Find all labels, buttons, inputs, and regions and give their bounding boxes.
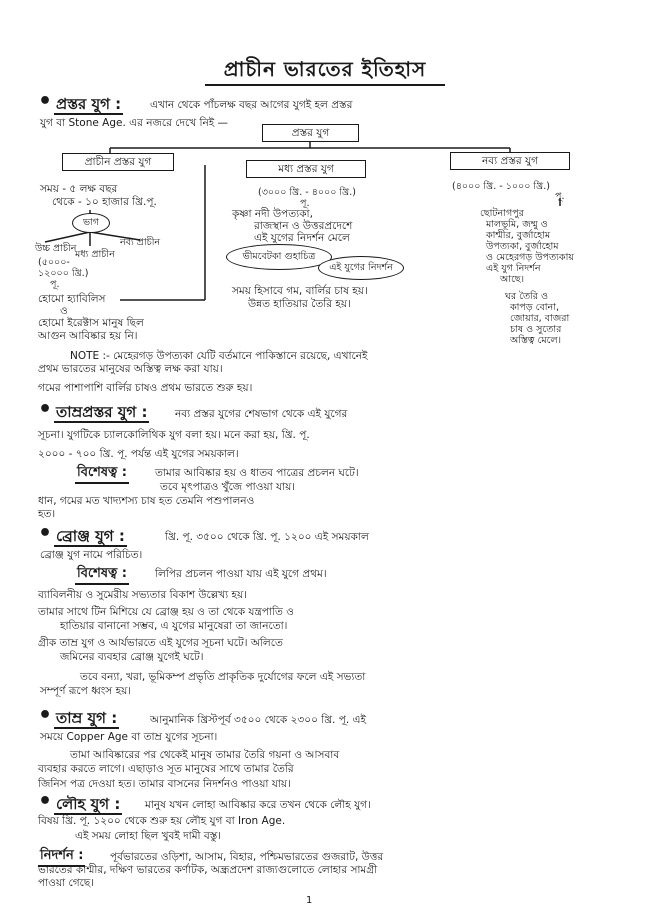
bronze-special-7: তবে বন্যা, খরা, ভূমিকম্প প্রভৃতি প্রাকৃতিক দুর্যোগের ফলে এই সভ্যতা: [80, 671, 366, 683]
stone-age-intro-1: এখান থেকে পাঁচলক্ষ বছর আগের যুগই হল প্রস্তর: [150, 99, 353, 111]
late-note-4: উপত্যকা, বুর্জাহোম: [486, 241, 559, 252]
division-sub-3: মধ্য প্রাচীন: [75, 249, 115, 260]
middle-note-3: এই যুগের নিদর্শন মেলে: [254, 232, 350, 244]
division-sub-2: নব্য প্রাচীন: [120, 237, 161, 248]
note-1: NOTE :- মেহেরগড় উপত্যকা যেটি বর্তমানে পাকিস্তানে রয়েছে, এখানেই: [70, 350, 368, 362]
early-time-1: সময় - ৫ লক্ষ বছর: [40, 183, 118, 195]
note-2: প্রথম ভারতের মানুষের অস্তিত্ব লক্ষ করা যায়।: [38, 363, 223, 375]
diagram-root-box: প্রস্তর যুগ: [262, 124, 359, 142]
copper-line-1: আনুমানিক খ্রিস্টপূর্ব ৩৫০০ থেকে ২৩০০ খ্রি. পূ. এই: [150, 714, 366, 726]
middle-time-2: পূ.: [300, 198, 310, 209]
diagram-late-box: নব্য প্রস্তর যুগ: [450, 152, 570, 170]
bronze-special-5: গ্রীক তাম্র যুগ ও আর্যভারতে এই যুগের সূচনা ঘটে। অলিতে: [38, 637, 283, 649]
bullet-dot: •: [38, 521, 53, 546]
chalcolithic-special-3: ধান, গমের মত খাদ্যশস্য চাষ হত তেমনি পশুপালনও: [38, 495, 255, 507]
title-underline: [205, 84, 445, 86]
iron-line-5: ভারতের কাশ্মীর, দক্ষিণ ভারতের কর্ণাটক, অন্ধ্রপ্রদেশ রাজ্যগুলোতে লোহার সামগ্রী: [38, 864, 378, 876]
late-note-3: কাশ্মীর, বুর্জাহোম: [486, 230, 551, 241]
section-heading-stone-age: প্রস্তর যুগ :: [56, 95, 122, 113]
late-note-5: ও মেহেরগড় উপত্যকায়: [486, 252, 574, 263]
late-note-11: চাষ ও সুতোর: [510, 324, 562, 335]
iron-line-3: এই সময় লোহা ছিল খুবই দামী বস্তু।: [75, 830, 222, 842]
bronze-special-3: তামার সাথে টিন মিশিয়ে যে ব্রোঞ্জ হয় ও তা থেকে যন্ত্রপাতি ও: [38, 606, 294, 618]
middle-oval-2: এই যুগের নিদর্শন: [318, 256, 404, 280]
middle-time: (৩০০০ খ্রি. - ৪০০০ খ্রি.): [258, 187, 356, 198]
late-note-8: ঘর তৈরি ও: [505, 291, 549, 302]
bronze-special-1: লিপির প্রচলন পাওয়া যায় এই যুগে প্রথম।: [155, 568, 327, 580]
copper-line-2: সময়ে Copper Age বা তাম্র যুগের সূচনা।: [40, 731, 218, 743]
late-note-10: জোয়ার, বাজরা: [510, 313, 570, 324]
bronze-special-8: সম্পূর্ণ রূপে ধ্বংস হয়।: [40, 685, 132, 697]
section-heading-copper-age: তাম্র যুগ :: [56, 709, 118, 727]
page-title: প্রাচীন ভারতের ইতিহাস: [223, 57, 427, 81]
copper-line-3: তামা আবিষ্কারের পর থেকেই মানুষ তামার তৈরি গয়না ও আসবাব: [70, 749, 340, 761]
early-time-2: থেকে - ১০ হাজার খ্রি.পূ.: [52, 196, 157, 208]
late-note-7: আছে।: [500, 274, 525, 285]
section-heading-chalcolithic: তাম্রপ্রস্তর যুগ :: [56, 403, 148, 421]
late-note-12: অস্তিত্ব মেলে।: [510, 335, 561, 346]
chalcolithic-line-2: সূচনা। যুগটিকে চ্যালকোলিথিক যুগ বলা হয়। মনে করা হয়, খ্রি. পূ.: [38, 429, 310, 441]
bullet-dot: •: [38, 703, 53, 728]
stone-age-intro-2: যুগ বা Stone Age. এর নজরে দেখে নিই —: [40, 117, 229, 129]
middle-note-1: কৃষ্ণা নদী উপত্যকা,: [232, 208, 313, 220]
section-heading-iron-age: লৌহ যুগ :: [56, 795, 121, 813]
chalcolithic-special-1: তামার আবিষ্কার হয় ও ধাতব পাত্রের প্রচলন ঘটে।: [155, 467, 359, 479]
late-note-9: কাপড় বোনা,: [510, 302, 559, 313]
chalcolithic-special-4: হত।: [38, 508, 56, 520]
middle-note-4: সময় হিসাবে গম, বার্লির চাষ হয়।: [232, 285, 368, 297]
early-range-3: পূ.: [50, 279, 60, 290]
bronze-line-2: ব্রোঞ্জ যুগ নামে পরিচিত।: [40, 549, 143, 561]
late-note-6: এই যুগ নিদর্শন: [486, 263, 541, 274]
diagram-middle-box: মধ্য প্রস্তর যুগ: [246, 160, 366, 178]
bronze-special-2: ব্যাবিলনীয় ও সুমেরীয় সভ্যতার বিকাশ উল্লেখ্য হয়।: [38, 589, 247, 601]
bronze-special-label: বিশেষত্ব :: [75, 565, 129, 585]
bullet-dot: •: [38, 397, 53, 422]
bronze-special-4: হাতিয়ার বানানো সম্ভব, এ যুগের মানুষেরা তা জানতো।: [60, 620, 288, 632]
homo-4: আগুন আবিষ্কার হয় নি।: [38, 330, 138, 342]
homo-2: ও: [60, 305, 68, 317]
late-note-1: ছোটনাগপুর: [480, 208, 524, 219]
bronze-special-6: জমিনের ব্যবহার ব্রোঞ্জ যুগেই ঘটে।: [60, 651, 204, 663]
middle-note-5: উন্নত হাতিয়ার তৈরি হয়।: [248, 298, 351, 310]
iron-evidence-label: নিদর্শন :: [38, 847, 85, 867]
homo-3: হোমো ইরেক্টাস মানুষ ছিল: [38, 317, 144, 329]
page-number: 1: [306, 895, 313, 906]
copper-line-4: ব্যবহার করতে লাগে। এছাড়াও সূত মানুষের সাথে তামার তৈরি: [38, 763, 294, 775]
chalcolithic-line-3: ২০০০ - ৭০০ খ্রি. পূ. পর্যন্ত এই যুগের সময়কাল।: [38, 448, 239, 460]
division-oval: ভাগ: [72, 213, 110, 233]
chalcolithic-line-1: নব্য প্রস্তর যুগের শেষভাগ থেকে এই যুগের: [175, 408, 348, 420]
chalcolithic-special-label: বিশেষত্ব :: [75, 464, 129, 484]
homo-1: হোমো হ্যাবিলিস: [38, 293, 106, 305]
bullet-dot: •: [38, 789, 53, 814]
iron-line-1: মানুষ যখন লোহা আবিষ্কার করে তখন থেকে লৌহ যুগ।: [145, 799, 371, 811]
section-heading-bronze-age: ব্রোঞ্জ যুগ :: [56, 527, 125, 545]
iron-line-4: পূর্বভারতের ওড়িশা, আসাম, বিহার, পশ্চিমভারতের গুজরাট, উত্তর: [110, 851, 384, 863]
copper-line-5: জিনিস পত্র দেওয়া হত। তামার বাসনের নিদর্শনও পাওয়া যায়।: [38, 778, 291, 790]
chalcolithic-special-2: তবে মৃৎপাত্রও খুঁজে পাওয়া যায়।: [160, 481, 296, 493]
late-time: (৪০০০ খ্রি. - ১০০০ খ্রি.): [452, 181, 550, 192]
note-3: গমের পাশাপাশি বার্লির চাষও প্রথম ভারতে শুরু হয়।: [38, 382, 253, 394]
middle-note-2: রাজস্থান ও উত্তরপ্রদেশে: [254, 220, 353, 232]
iron-line-2: বিষয় খ্রি. পূ. ১২০০ থেকে শুরু হয় লৌহ যুগ বা Iron Age.: [38, 815, 286, 827]
early-range-2: ১২০০০ খ্রি.): [38, 268, 89, 279]
middle-oval-1: ভীমবেটকা গুহাচিত্র: [226, 244, 332, 270]
late-time-2: পূ.: [555, 191, 565, 202]
iron-line-6: পাওয়া গেছে।: [38, 877, 94, 889]
early-range-1: (৫০০০-: [38, 257, 70, 268]
division-sub-1: উচ্চ প্রাচীন: [35, 243, 77, 254]
bronze-line-1: খ্রি. পূ. ৩৫০০ থেকে খ্রি. পূ. ১২০০ এই সময়কাল: [165, 531, 369, 543]
diagram-early-box: প্রাচীন প্রস্তর যুগ: [62, 153, 174, 171]
bullet-dot: •: [38, 89, 53, 114]
late-note-2: মালভূমি, জম্মু ও: [486, 219, 548, 230]
